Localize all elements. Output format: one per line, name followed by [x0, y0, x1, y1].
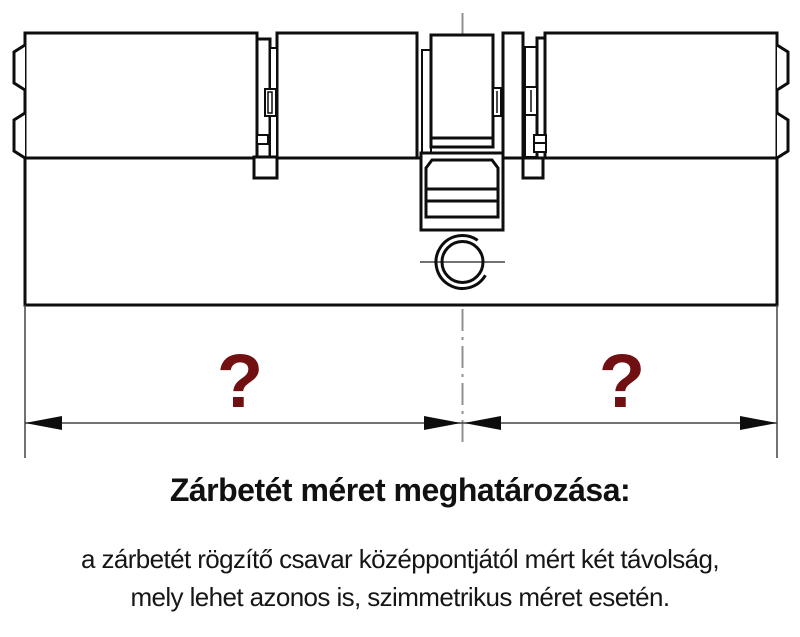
- cam-upper: [431, 35, 493, 138]
- barrel-left-section: [25, 33, 257, 158]
- right-end-chamfers: [777, 45, 788, 158]
- left-dimension-question-mark: ?: [216, 339, 264, 424]
- barrel-right-section: [545, 33, 777, 158]
- lower-body: [25, 158, 777, 305]
- barrel-middle-section: [277, 33, 417, 158]
- description-line-1: a zárbetét rögzítő csavar középpontjától mért két távolság,: [80, 544, 720, 574]
- left-ring-assembly: [254, 39, 277, 178]
- diagram-title: Zárbetét méret meghatározása:: [169, 472, 631, 508]
- arrowhead-left: [25, 416, 62, 430]
- left-end-chamfers: [14, 45, 25, 158]
- arrowhead-center-left: [424, 416, 461, 430]
- description-line-2: mely lehet azonos is, szimmetrikus méret esetén.: [130, 582, 670, 612]
- arrowhead-center-right: [464, 416, 501, 430]
- cylinder-body: [25, 33, 777, 305]
- dimension-lines: [25, 305, 777, 458]
- diagram-description: [0, 540, 800, 616]
- cam-assembly: [421, 35, 503, 230]
- right-ring-foot: [523, 158, 543, 178]
- right-ring-assembly: [503, 33, 546, 178]
- right-dimension-question-mark: ?: [598, 339, 646, 424]
- arrowhead-right: [740, 416, 777, 430]
- left-ring-foot: [254, 157, 277, 178]
